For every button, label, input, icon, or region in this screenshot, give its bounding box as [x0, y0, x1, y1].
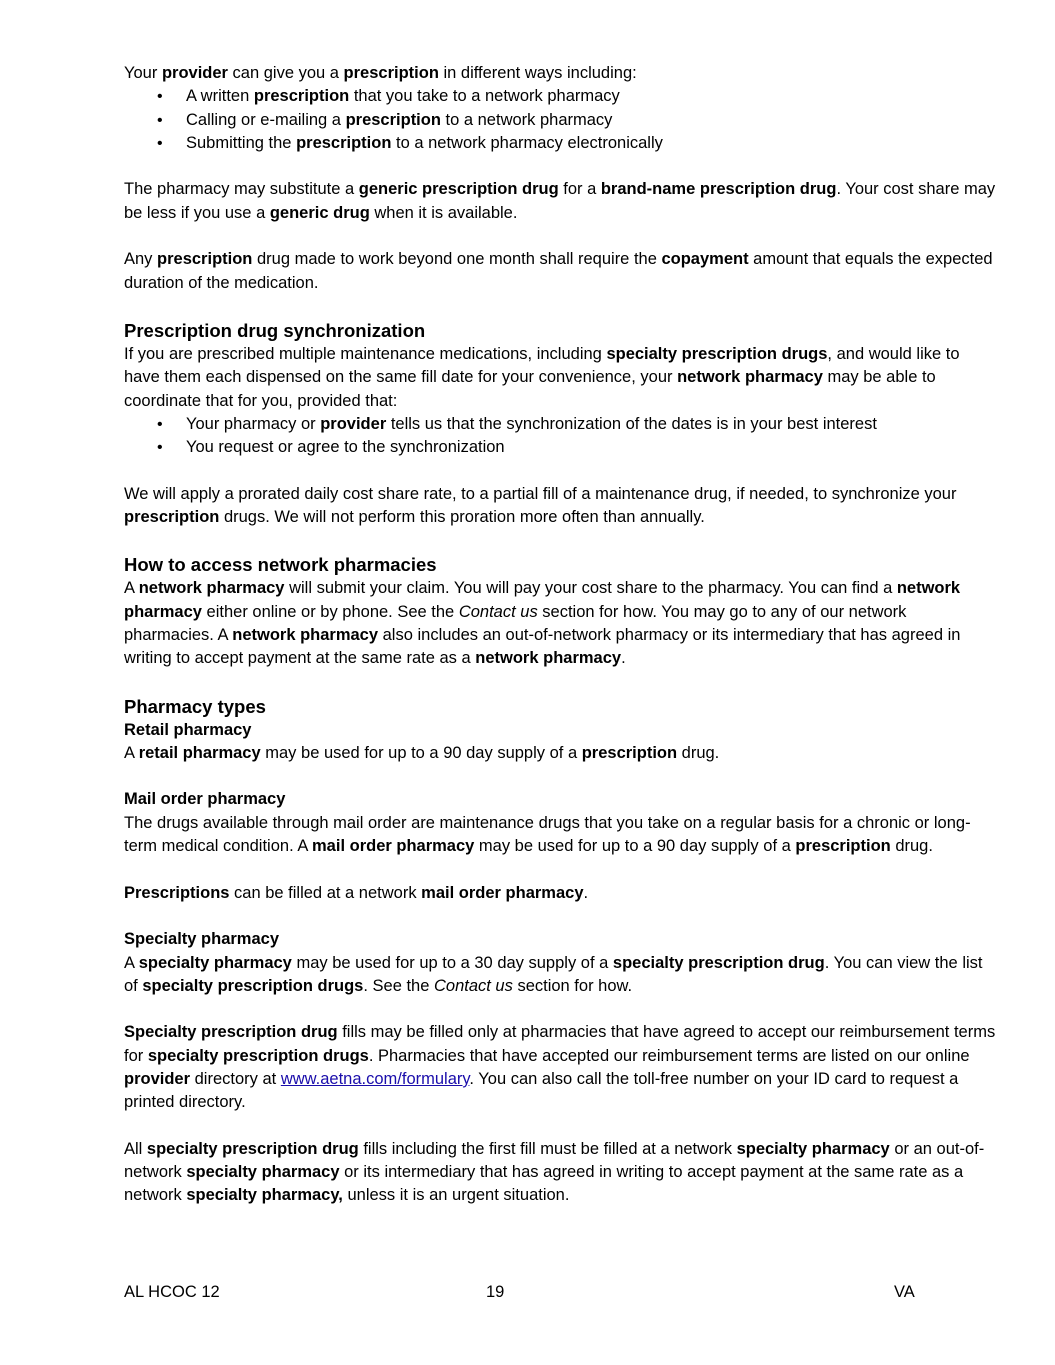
proration-paragraph: We will apply a prorated daily cost share rate, to a partial fill of a maintenance drug, if needed, to synchronize your prescription drugs. We will not perform this proration more often than annually. — [124, 484, 957, 527]
footer-document-code: AL HCOC 12 — [124, 1283, 220, 1301]
intro-paragraph: Your provider can give you a prescription in different ways including: — [124, 64, 637, 82]
access-paragraph: A network pharmacy will submit your claim. You will pay your cost share to the pharmacy. You can find a network pharmacy either online or by phone. See the Contact us section for how. You may go to any of our network pharmacies. A network pharmacy also includes an out-of-network pharmacy or its intermediary that has agreed in writing to accept payment at the same rate as a network pharmacy. — [124, 579, 961, 668]
page-number: 19 — [486, 1283, 505, 1301]
sync-conditions-list — [124, 413, 999, 460]
specialty-paragraph-2: Specialty prescription drug fills may be filled only at pharmacies that have agreed to accept our reimbursement terms for specialty prescription drugs. Pharmacies that have accepted our reimbursement terms are listed on our online provider directory at www.aetna.com/formulary. You can also call the toll-free number on your ID card to request a printed directory. — [124, 1023, 996, 1112]
formulary-link[interactable]: www.aetna.com/formulary — [280, 1069, 470, 1088]
prescription-methods-list — [124, 85, 999, 155]
specialty-paragraph: A specialty pharmacy may be used for up to a 30 day supply of a specialty prescription drug. You can view the list of specialty prescription drugs. See the Contact us section for how. — [124, 953, 983, 995]
beyond-month-paragraph: Any prescription drug made to work beyond one month shall require the copayment amount that equals the expected duration of the medication. — [124, 250, 993, 292]
retail-paragraph: A retail pharmacy may be used for up to a 90 day supply of a prescription drug. — [124, 743, 720, 762]
pharmacy-types-heading: Pharmacy types — [124, 695, 266, 717]
sync-paragraph: If you are prescribed multiple maintenance medications, including specialty prescription drugs, and would like to have them each dispensed on the same fill date for your convenience, your network pharmacy may be able to coordinate that for you, provided that: — [124, 344, 960, 410]
page-footer — [124, 1280, 916, 1304]
list-item: • A written prescription that you take to a network pharmacy — [124, 85, 999, 108]
sync-heading: Prescription drug synchronization — [124, 319, 426, 341]
specialty-paragraph-3: All specialty prescription drug fills including the first fill must be filled at a network specialty pharmacy or an out-of-network specialty pharmacy or its intermediary that has agreed in writing to accept payment at the same rate as a network specialty pharmacy, unless it is an urgent situation. — [124, 1139, 985, 1205]
list-item: • Your pharmacy or provider tells us that the synchronization of the dates is in your best interest — [124, 413, 999, 436]
retail-pharmacy-subheading: Retail pharmacy — [124, 720, 252, 739]
list-item: • You request or agree to the synchronization — [124, 436, 999, 459]
mail-order-subheading: Mail order pharmacy — [124, 790, 286, 809]
footer-state-code: VA — [894, 1283, 915, 1301]
document-body — [124, 62, 999, 1208]
access-heading: How to access network pharmacies — [124, 554, 437, 576]
mail-order-paragraph-2: Prescriptions can be filled at a network mail order pharmacy. — [124, 883, 589, 902]
generic-drug-paragraph: The pharmacy may substitute a generic prescription drug for a brand-name prescription drug. Your cost share may be less if you use a generic drug when it is available. — [124, 180, 996, 222]
list-item: • Submitting the prescription to a network pharmacy electronically — [124, 132, 999, 155]
mail-order-paragraph: The drugs available through mail order are maintenance drugs that you take on a regular basis for a chronic or long-term medical condition. A mail order pharmacy may be used for up to a 90 day supply of a prescription drug. — [124, 813, 971, 856]
list-item: • Calling or e-mailing a prescription to a network pharmacy — [124, 109, 999, 132]
specialty-subheading: Specialty pharmacy — [124, 930, 279, 949]
